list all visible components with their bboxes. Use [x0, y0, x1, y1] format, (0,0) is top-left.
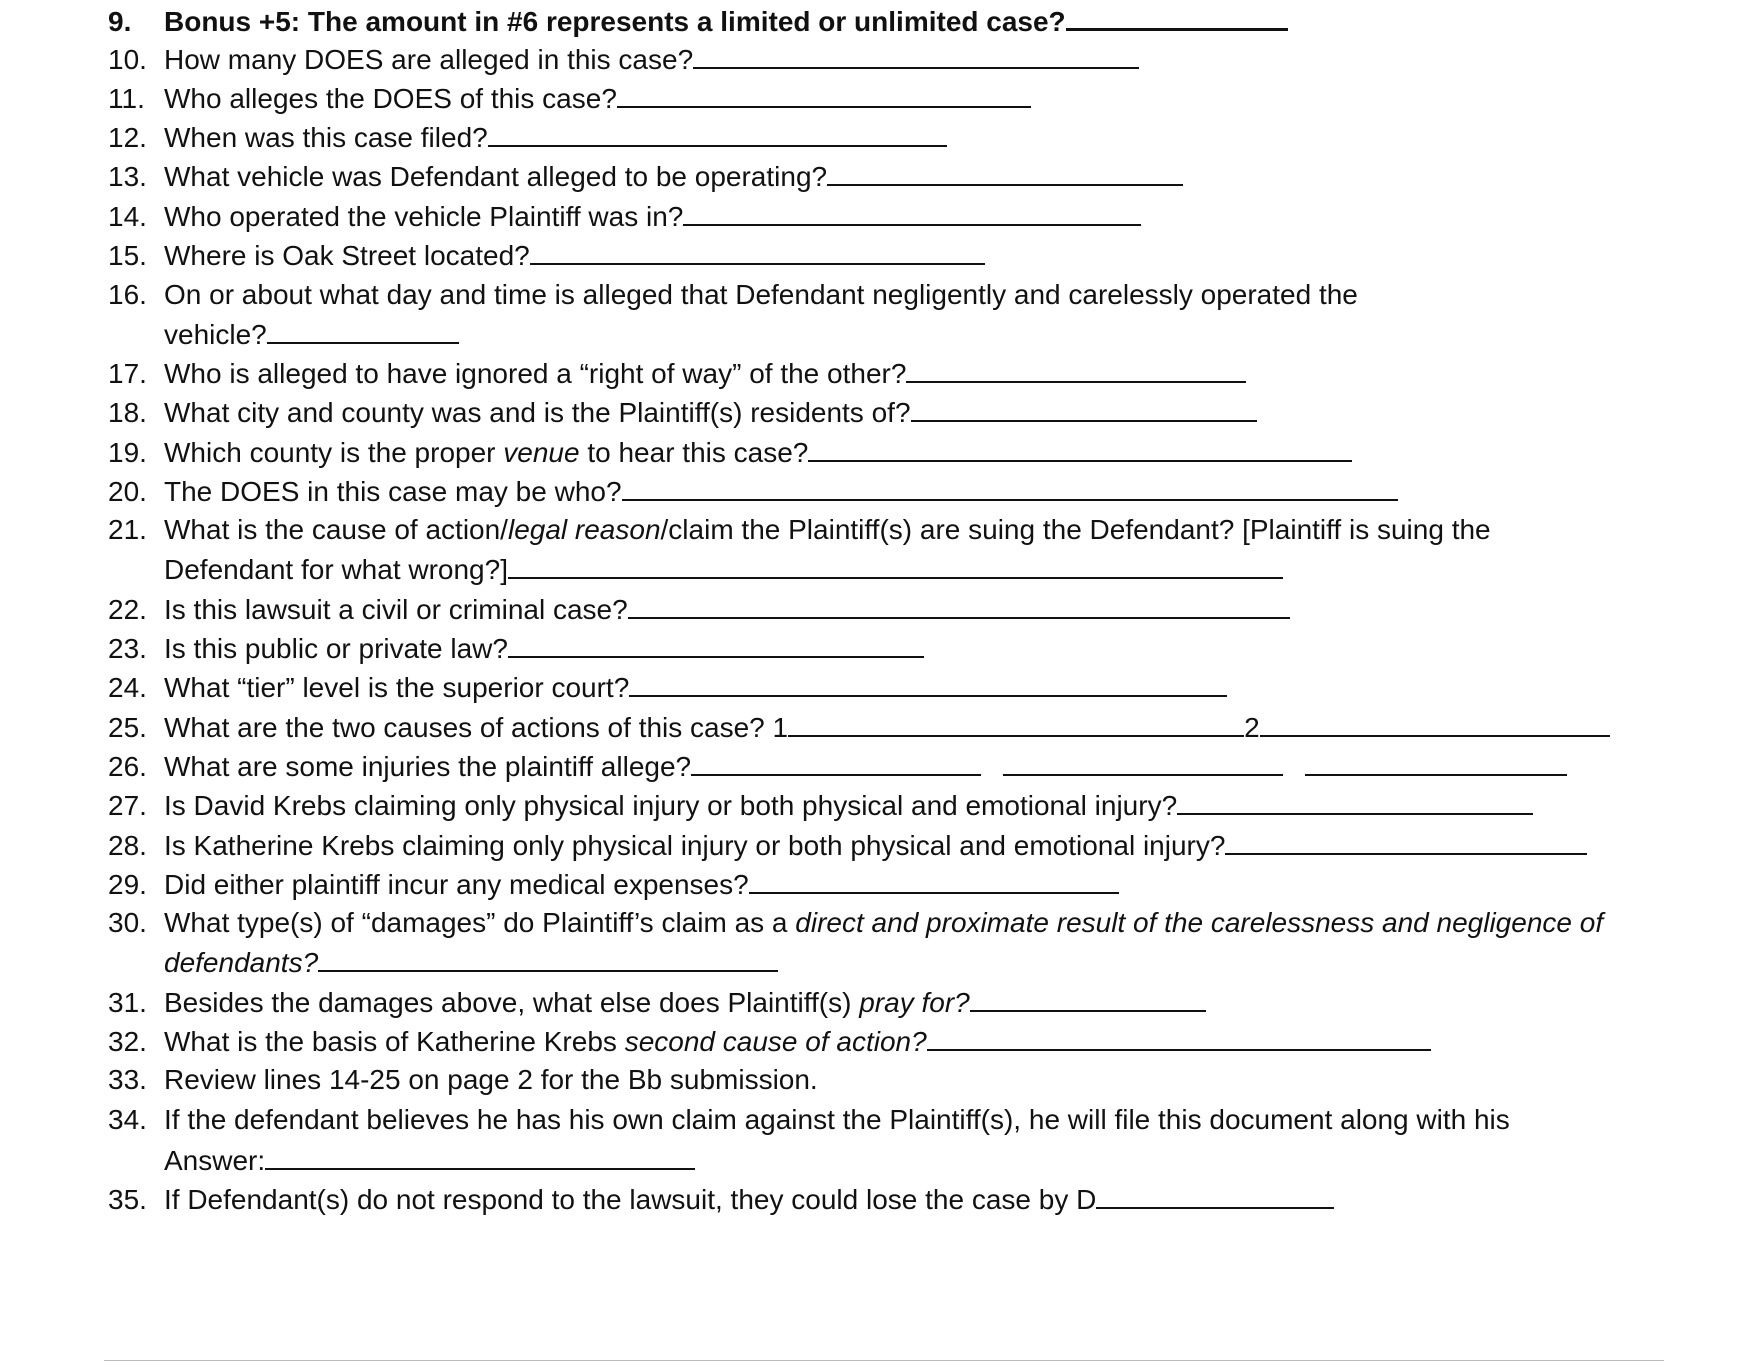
question-number: 24. — [108, 672, 147, 703]
answer-blank-3[interactable] — [1305, 746, 1567, 776]
question-text: What city and county was and is the Plaintiff(s) residents of? — [164, 397, 911, 428]
answer-blank[interactable] — [530, 235, 985, 265]
question-27 — [108, 785, 1533, 825]
question-number: 15. — [108, 240, 147, 271]
question-16-continuation — [164, 314, 459, 354]
answer-blank-1[interactable] — [691, 746, 981, 776]
question-number: 35. — [108, 1184, 147, 1215]
question-number: 22. — [108, 594, 147, 625]
question-13 — [108, 156, 1183, 196]
question-text: Who is alleged to have ignored a “right of way” of the other? — [164, 358, 907, 389]
answer-blank[interactable] — [628, 589, 1290, 619]
question-21 — [108, 510, 1491, 550]
question-22 — [108, 589, 1290, 629]
question-number: 19. — [108, 437, 147, 468]
question-text-italic: legal reason — [507, 514, 661, 545]
answer-blank[interactable] — [693, 39, 1139, 69]
question-text-italic: second cause of action? — [624, 1026, 927, 1057]
question-number: 10. — [108, 44, 147, 75]
question-text-italic: pray for? — [859, 987, 970, 1018]
question-9 — [108, 0, 1288, 40]
answer-blank[interactable] — [749, 864, 1119, 894]
question-text: Which county is the proper — [164, 437, 504, 468]
question-number: 20. — [108, 476, 147, 507]
answer-blank[interactable] — [827, 156, 1183, 186]
question-text: Is this public or private law? — [164, 633, 508, 664]
answer-blank[interactable] — [808, 432, 1352, 462]
question-number: 14. — [108, 201, 147, 232]
question-text: What is the basis of Katherine Krebs — [164, 1026, 625, 1057]
question-text-italic-continuation: defendants? — [164, 947, 319, 978]
question-text: What “tier” level is the superior court? — [164, 672, 630, 703]
question-number: 11. — [108, 83, 145, 114]
question-text: Who operated the vehicle Plaintiff was in? — [164, 201, 684, 232]
question-text-continuation: Answer: — [164, 1145, 266, 1176]
question-text: Besides the damages above, what else does Plaintiff(s) — [164, 987, 860, 1018]
answer-blank-2[interactable] — [1003, 746, 1283, 776]
question-text: Is David Krebs claiming only physical injury or both physical and emotional injury? — [164, 790, 1178, 821]
question-text: What vehicle was Defendant alleged to be operating? — [164, 161, 828, 192]
question-text: Bonus +5: The amount in #6 represents a limited or unlimited case? — [164, 6, 1066, 37]
question-number: 21. — [108, 514, 147, 545]
answer-blank[interactable] — [617, 78, 1031, 108]
question-30 — [108, 903, 1603, 943]
page-bottom-rule — [104, 1360, 1664, 1361]
answer-blank[interactable] — [318, 942, 778, 972]
question-number: 33. — [108, 1064, 147, 1095]
question-29 — [108, 864, 1119, 904]
question-number: 30. — [108, 907, 147, 938]
question-text: What are some injuries the plaintiff allege? — [164, 751, 692, 782]
question-text: What type(s) of “damages” do Plaintiff’s claim as a — [164, 907, 796, 938]
question-33 — [108, 1060, 818, 1100]
question-number: 28. — [108, 830, 147, 861]
question-24 — [108, 667, 1227, 707]
question-number: 32. — [108, 1026, 147, 1057]
question-text: Is Katherine Krebs claiming only physical injury or both physical and emotional injury? — [164, 830, 1226, 861]
question-number: 27. — [108, 790, 147, 821]
question-text: When was this case filed? — [164, 122, 488, 153]
question-text: On or about what day and time is alleged that Defendant negligently and carelessly operated the — [164, 279, 1358, 310]
question-31 — [108, 982, 1206, 1022]
question-text: Where is Oak Street located? — [164, 240, 530, 271]
question-number: 16. — [108, 279, 147, 310]
question-14 — [108, 196, 1141, 236]
question-text: Is this lawsuit a civil or criminal case? — [164, 594, 628, 625]
second-answer-label: 2 — [1244, 712, 1260, 743]
question-number: 29. — [108, 869, 147, 900]
question-number: 25. — [108, 712, 147, 743]
question-number: 31. — [108, 987, 147, 1018]
question-17 — [108, 353, 1246, 393]
question-number: 18. — [108, 397, 147, 428]
question-21-continuation — [164, 549, 1283, 589]
question-34 — [108, 1100, 1510, 1140]
answer-blank[interactable] — [267, 314, 459, 344]
answer-blank[interactable] — [629, 667, 1227, 697]
question-text: If Defendant(s) do not respond to the lawsuit, they could lose the case by D — [164, 1184, 1097, 1215]
question-number: 23. — [108, 633, 147, 664]
answer-blank[interactable] — [508, 628, 924, 658]
question-26 — [108, 746, 1567, 786]
question-text: The DOES in this case may be who? — [164, 476, 622, 507]
question-text: /claim the Plaintiff(s) are suing the Defendant? [Plaintiff is suing the — [660, 514, 1491, 545]
answer-blank[interactable] — [508, 549, 1283, 579]
question-text: How many DOES are alleged in this case? — [164, 44, 694, 75]
question-number: 12. — [108, 122, 147, 153]
answer-blank[interactable] — [1096, 1179, 1334, 1209]
question-text-continuation: vehicle? — [164, 319, 267, 350]
question-12 — [108, 117, 947, 157]
question-text: to hear this case? — [579, 437, 809, 468]
question-19 — [108, 432, 1352, 472]
question-number: 17. — [108, 358, 147, 389]
answer-blank[interactable] — [906, 353, 1246, 383]
question-text: Review lines 14-25 on page 2 for the Bb submission. — [164, 1064, 818, 1095]
question-32 — [108, 1021, 1431, 1061]
question-text-italic: venue — [503, 437, 580, 468]
question-text: If the defendant believes he has his own claim against the Plaintiff(s), he will file this document along with his — [164, 1104, 1510, 1135]
question-number: 26. — [108, 751, 147, 782]
answer-blank-2[interactable] — [1260, 707, 1610, 737]
question-28 — [108, 825, 1587, 865]
question-number: 9. — [108, 6, 132, 37]
question-35 — [108, 1179, 1334, 1219]
answer-blank[interactable] — [911, 392, 1257, 422]
question-20 — [108, 471, 1398, 511]
question-15 — [108, 235, 985, 275]
question-text: What is the cause of action/ — [164, 514, 508, 545]
answer-blank[interactable] — [488, 117, 947, 147]
answer-blank[interactable] — [1177, 785, 1533, 815]
answer-blank[interactable] — [622, 471, 1398, 501]
answer-blank[interactable] — [1066, 0, 1288, 31]
question-30-continuation — [164, 942, 778, 982]
answer-blank[interactable] — [1225, 825, 1587, 855]
question-34-continuation — [164, 1140, 695, 1180]
question-number: 13. — [108, 161, 147, 192]
question-text: Did either plaintiff incur any medical expenses? — [164, 869, 749, 900]
question-11 — [108, 78, 1031, 118]
answer-blank[interactable] — [927, 1021, 1431, 1051]
question-16 — [108, 275, 1358, 315]
answer-blank[interactable] — [683, 196, 1141, 226]
question-number: 34. — [108, 1104, 147, 1135]
question-text: What are the two causes of actions of this case? 1 — [164, 712, 789, 743]
question-18 — [108, 392, 1257, 432]
answer-blank[interactable] — [265, 1140, 695, 1170]
question-10 — [108, 39, 1139, 79]
question-25 — [108, 707, 1610, 747]
answer-blank-1[interactable] — [788, 707, 1244, 737]
answer-blank[interactable] — [970, 982, 1206, 1012]
question-text-continuation: Defendant for what wrong?] — [164, 554, 508, 585]
question-23 — [108, 628, 924, 668]
question-text: Who alleges the DOES of this case? — [164, 83, 617, 114]
question-text-italic: direct and proximate result of the carelessness and negligence of — [795, 907, 1604, 938]
